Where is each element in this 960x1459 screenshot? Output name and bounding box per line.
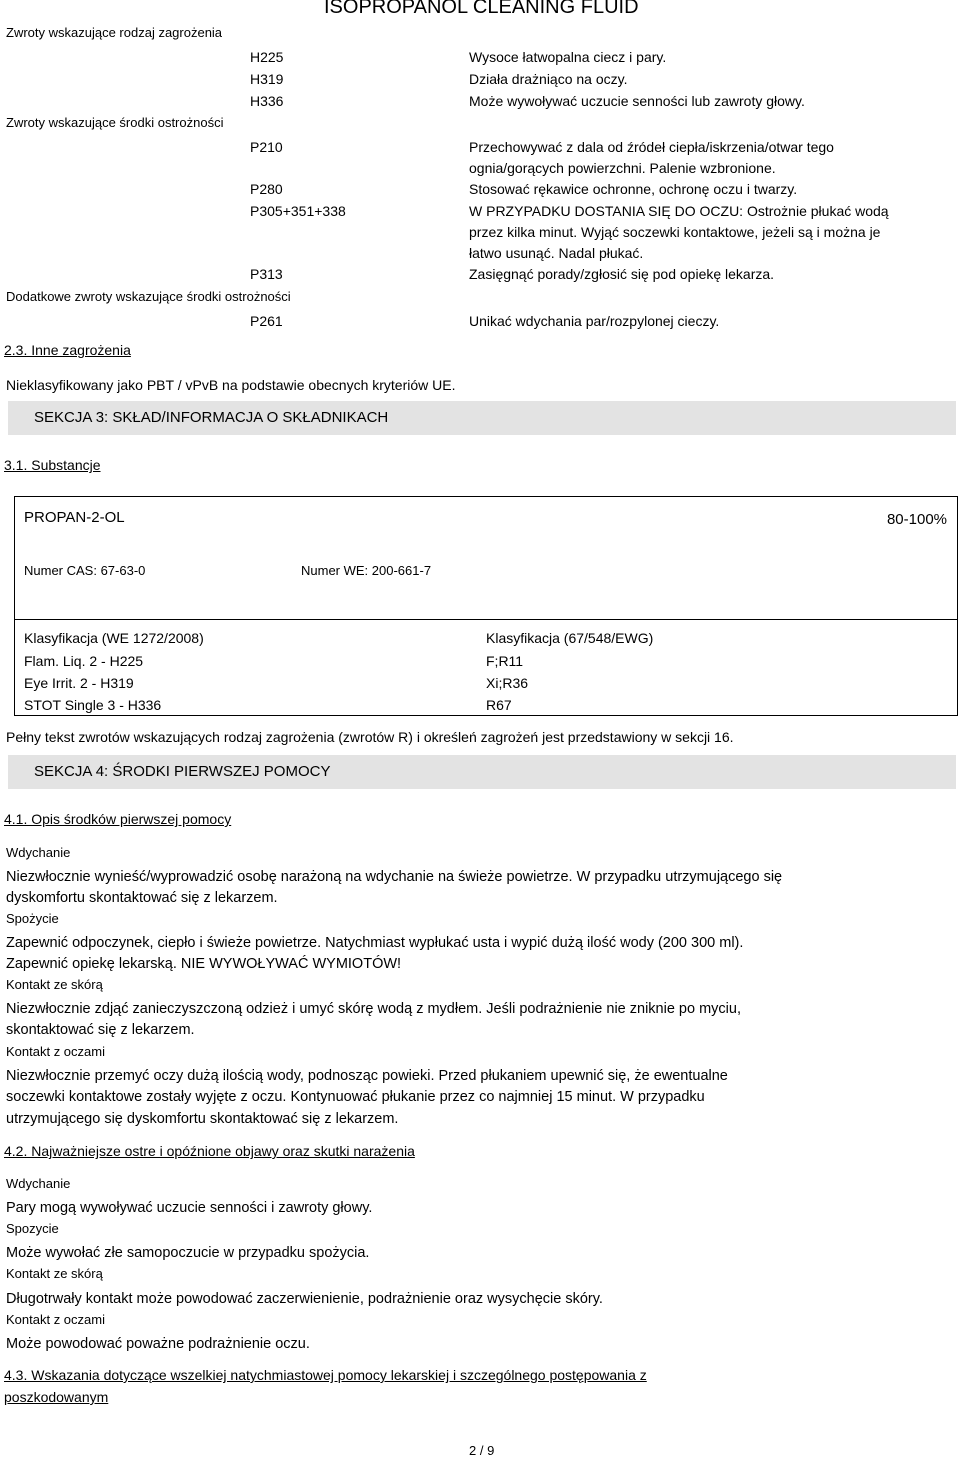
symptoms-eye-label: Kontakt z oczami (6, 1312, 105, 1327)
p210-text-line1: Przechowywać z dala od źródeł ciepła/iskrzenia/otwar tego (469, 139, 834, 155)
dsd-item: R67 (486, 697, 512, 713)
clp-item: Flam. Liq. 2 - H225 (24, 653, 144, 669)
clp-item: STOT Single 3 - H336 (24, 697, 162, 713)
eye-contact-text-line2: soczewki kontaktowe zostały wyjęte z oczu. Kontynuować płukanie przez co najmniej 15 minut. W przypadku (6, 1089, 705, 1105)
ingestion-label: Spożycie (6, 911, 59, 926)
h336-code: H336 (250, 93, 284, 109)
symptoms-skin-text: Długotrwały kontakt może powodować zaczerwienienie, podrażnienie oraz wysychęcie skóry. (6, 1291, 603, 1307)
symptoms-ingestion-text: Może wywołać złe samopoczucie w przypadku spożycia. (6, 1245, 370, 1261)
additional-precautionary-label: Dodatkowe zwroty wskazujące środki ostrożności (6, 289, 291, 304)
inhalation-text-line2: dyskomfortu skontaktować się z lekarzem. (6, 890, 278, 906)
symptoms-ingestion-label: Spozycie (6, 1221, 59, 1236)
hazard-statements-label: Zwroty wskazujące rodzaj zagrożenia (6, 25, 223, 40)
dsd-item: F;R11 (486, 653, 524, 669)
clp-item: Eye Irrit. 2 - H319 (24, 675, 134, 691)
h336-text: Może wywoływać uczucie senności lub zawroty głowy. (469, 93, 805, 109)
document-title: ISOPROPANOL CLEANING FLUID (324, 0, 639, 18)
p305-text-line2: przez kilka minut. Wyjąć soczewki kontaktowe, jeżeli są i można je (469, 224, 881, 240)
full-text-note: Pełny tekst zwrotów wskazujących rodzaj zagrożenia (zwrotów R) i określeń zagrożeń jest przedstawiony w sekcji 16. (6, 729, 734, 745)
substance-concentration: 80-100% (886, 511, 947, 528)
medical-attention-heading-line1: 4.3. Wskazania dotyczące wszelkiej natychmiastowej pomocy lekarskiej i szczególnego postępowania z (4, 1367, 647, 1383)
precautionary-statements-label: Zwroty wskazujące środki ostrożności (6, 115, 224, 130)
symptoms-skin-label: Kontakt ze skórą (6, 1266, 103, 1281)
p305-text-line3: łatwo usunąć. Nadal płukać. (469, 245, 644, 261)
p305-code: P305+351+338 (250, 203, 346, 219)
medical-attention-heading-line2: poszkodowanym (4, 1389, 109, 1405)
symptoms-inhalation-text: Pary mogą wywoływać uczucie senności i zawroty głowy. (6, 1200, 373, 1216)
symptoms-heading: 4.2. Najważniejsze ostre i opóźnione objawy oraz skutki narażenia (4, 1143, 415, 1159)
p210-text-line2: ognia/gorących powierzchni. Palenie wzbronione. (469, 160, 776, 176)
substance-box (14, 496, 958, 620)
inhalation-text-line1: Niezwłocznie wynieść/wyprowadzić osobę narażoną na wdychanie na świeże powietrze. W przypadku utrzymującego się (6, 869, 783, 885)
dsd-classification-heading: Klasyfikacja (67/548/EWG) (486, 630, 654, 646)
eye-contact-text-line1: Niezwłocznie przemyć oczy dużą ilością wody, podnosząc powieki. Przed płukaniem upewnić się, że ewentualne (6, 1068, 728, 1084)
substances-heading: 3.1. Substancje (4, 457, 101, 473)
other-hazards-heading: 2.3. Inne zagrożenia (4, 342, 131, 358)
p313-code: P313 (250, 266, 283, 282)
substance-name: PROPAN-2-OL (24, 509, 125, 526)
h319-text: Działa drażniąco na oczy. (469, 71, 628, 87)
skin-contact-text-line1: Niezwłocznie zdjąć zanieczyszczoną odzież i umyć skórę wodą z mydłem. Jeśli podrażnienie nie zniknie po myciu, (6, 1001, 741, 1017)
p280-text: Stosować rękawice ochronne, ochronę oczu i twarzy. (469, 181, 798, 197)
h319-code: H319 (250, 71, 284, 87)
section3-header: SEKCJA 3: SKŁAD/INFORMACJA O SKŁADNIKACH (8, 401, 956, 435)
ingestion-text-line1: Zapewnić odpoczynek, ciepło i świeże powietrze. Natychmiast wypłukać usta i wypić dużą ilość wody (200 300 ml). (6, 935, 744, 951)
symptoms-inhalation-label: Wdychanie (6, 1176, 71, 1191)
ingestion-text-line2: Zapewnić opiekę lekarską. NIE WYWOŁYWAĆ WYMIOTÓW! (6, 956, 402, 972)
skin-contact-label: Kontakt ze skórą (6, 977, 103, 992)
pbt-statement: Nieklasyfikowany jako PBT / vPvB na podstawie obecnych kryteriów UE. (6, 377, 456, 393)
section4-header: SEKCJA 4: ŚRODKI PIERWSZEJ POMOCY (8, 755, 956, 789)
dsd-item: Xi;R36 (486, 675, 529, 691)
cas-number: Numer CAS: 67-63-0 (24, 563, 146, 578)
skin-contact-text-line2: skontaktować się z lekarzem. (6, 1022, 195, 1038)
symptoms-eye-text: Może powodować poważne podrażnienie oczu. (6, 1336, 310, 1352)
p261-text: Unikać wdychania par/rozpylonej cieczy. (469, 313, 720, 329)
eye-contact-text-line3: utrzymującego się dyskomfortu skontaktować się z lekarzem. (6, 1111, 399, 1127)
p313-text: Zasięgnąć porady/zgłosić się pod opiekę lekarza. (469, 266, 775, 282)
classification-box (14, 619, 958, 716)
we-number: Numer WE: 200-661-7 (301, 563, 432, 578)
p210-code: P210 (250, 139, 283, 155)
p261-code: P261 (250, 313, 283, 329)
p280-code: P280 (250, 181, 283, 197)
eye-contact-label: Kontakt z oczami (6, 1044, 105, 1059)
h225-text: Wysoce łatwopalna ciecz i pary. (469, 49, 667, 65)
page-number: 2 / 9 (469, 1443, 495, 1458)
clp-classification-heading: Klasyfikacja (WE 1272/2008) (24, 630, 204, 646)
inhalation-label: Wdychanie (6, 845, 71, 860)
h225-code: H225 (250, 49, 284, 65)
first-aid-description-heading: 4.1. Opis środków pierwszej pomocy (4, 811, 232, 827)
p305-text-line1: W PRZYPADKU DOSTANIA SIĘ DO OCZU: Ostrożnie płukać wodą (469, 203, 889, 219)
